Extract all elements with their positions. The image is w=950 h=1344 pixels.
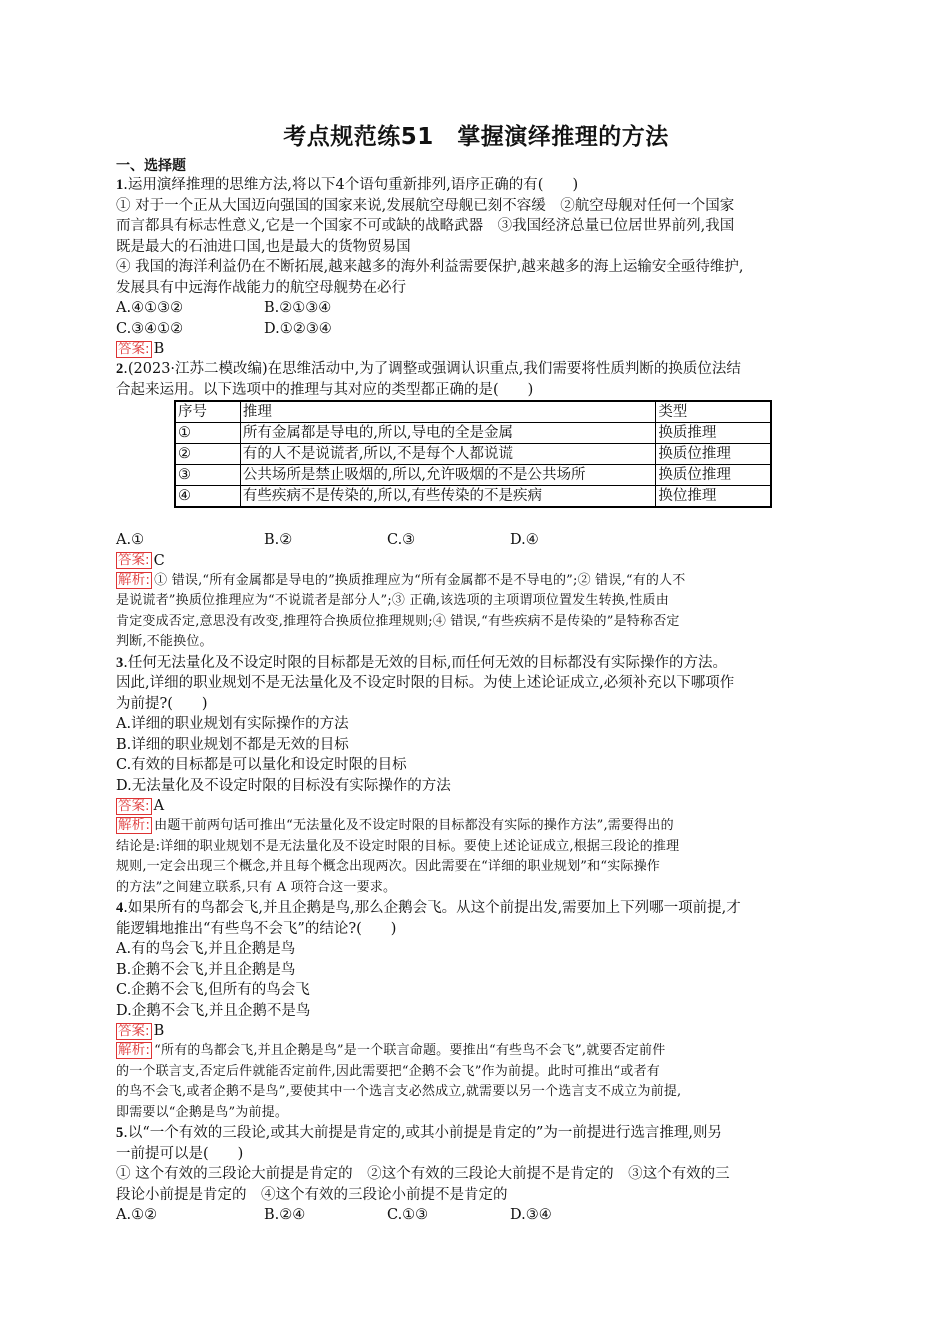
question-number: 2	[116, 361, 124, 377]
options-list	[116, 714, 836, 796]
table-header: 推理	[240, 401, 656, 423]
question-1: 1.运用演绎推理的思维方法,将以下4个语句重新排列,语序正确的有( ) ① 对于一个正从大国迈向强国的国家来说,发展航空母舰已刻不容缓 ②航空母舰对任何一个国家 而言都具有标志性意义,它是一个国家不可或缺的战略武器 ③我国经济总量已位居世界前列,我国 既是最大的石油进口国,也是最大的货物贸易国 ④ 我国的海洋利益仍在不断拓展,越来越多的海外利益需要保护,越来越多的海上运输安全亟待维护, 发展具有中远海作战能力的航空母舰势在必行 A.④①③② B.②①③④ C.③④①② D.①②③④ 答案: B	[116, 175, 836, 359]
option: C.企鹅不会飞,但所有的鸟会飞	[116, 982, 310, 998]
options-row	[116, 1205, 836, 1226]
table-row: ③ 公共场所是禁止吸烟的,所以,允许吸烟的不是公共场所 换质位推理	[175, 465, 771, 486]
explanation: 解析: ① 错误,“所有金属都是导电的”换质推理应为“所有金属都不是不导电的”;② 错误,“有的人不	[118, 571, 686, 588]
table-header: 类型	[656, 401, 771, 423]
options-list	[116, 939, 836, 1021]
answer-line	[116, 551, 836, 571]
option: C.③④①②	[116, 320, 184, 337]
question-5: 5.以“一个有效的三段论,或其大前提是肯定的,或其小前提是肯定的”为一前提进行选言推理,则另 一前提可以是( ) ① 这个有效的三段论大前提是肯定的 ②这个有效的三段论大前提不是肯定的 ③这个有效的三 段论小前提是肯定的 ④这个有效的三段论小前提不是肯定的 A.①② B.②④ C.①③ D.③④	[116, 1123, 836, 1226]
option: D.③④	[510, 1207, 552, 1223]
answer-line	[116, 796, 836, 816]
option: D.企鹅不会飞,并且企鹅不是鸟	[116, 1002, 311, 1019]
explanation: 解析: “所有的鸟都会飞,并且企鹅是鸟”是一个联言命题。要推出“有些鸟不会飞”,就要否定前件	[118, 1042, 666, 1058]
page-title: 考点规范练51 掌握演绎推理的方法	[283, 124, 669, 150]
option: C.有效的目标都是可以量化和设定时限的目标	[116, 757, 407, 773]
option: B.企鹅不会飞,并且企鹅是鸟	[116, 961, 296, 978]
option: A.有的鸟会飞,并且企鹅是鸟	[116, 941, 296, 957]
question-number: 5	[116, 1125, 124, 1141]
question-2: 2.(2023·江苏二模改编)在思维活动中,为了调整或强调认识重点,我们需要将性质判断的换质位法结 合起来运用。以下选项中的推理与其对应的类型都正确的是( ) 序号 推理 类型 ① 所有金属都是导电的,所以,导电的全是金属 换质推理 ② 有的人不是说谎者,所以,不是每个人都说谎 换质位推理 ③ 公共场所是禁止吸烟的,所以,允许吸烟的不是公共场所 换质位推理 ④ 有些疾病不是传染的,所以,有些传染的不是疾病 换位推理 A.① B.② C.③ D.④ 答案: C 解析: ① 错误,“所有金属都是导电的”换质推理应为“所有金属都不是不导电的”;② 错误,“有的人不 是说谎者”换质位推理应为“不说谎者是部分人”;③ 正确,该选项的主项谓项位置发生转换,性质由 肯定变成否定,意思没有改变,推理符合换质位推理规则;④ 错误,“有些疾病不是传染的”是特称否定 判断,不能换位。	[116, 359, 836, 653]
document-page	[116, 118, 836, 1226]
question-number: 3	[116, 654, 124, 671]
question-3: 3.任何无法量化及不设定时限的目标都是无效的目标,而任何无效的目标都没有实际操作的方法。 因此,详细的职业规划不是无法量化及不设定时限的目标。为使上述论证成立,必须补充以下哪项作 为前提?( ) A.详细的职业规划有实际操作的方法 B.详细的职业规划不都是无效的目标 C.有效的目标都是可以量化和设定时限的目标 D.无法量化及不设定时限的目标没有实际操作的方法 答案: A 解析: 由题干前两句话可推出“无法量化及不设定时限的目标都没有实际的操作方法”,需要得出的 结论是:详细的职业规划不是无法量化及不设定时限的目标。要使上述论证成立,根据三段论的推理 规则,一定会出现三个概念,并且每个概念出现两次。因此需要在“详细的职业规划”和“实际操作 的方法”之间建立联系,只有 A 项符合这一要求。	[116, 653, 836, 899]
option: B.②①③④	[264, 300, 332, 316]
options-row	[116, 530, 836, 551]
question-number: 1	[116, 177, 124, 193]
answer-value: A	[153, 798, 165, 814]
table-row: ① 所有金属都是导电的,所以,导电的全是金属 换质推理	[175, 423, 771, 444]
option: B.②④	[264, 1207, 306, 1223]
table-header: 序号	[175, 401, 240, 423]
option: A.①②	[116, 1207, 158, 1223]
answer-value: B	[153, 341, 165, 357]
answer-line	[116, 339, 836, 359]
options-row	[116, 319, 836, 340]
table-header-row	[175, 401, 771, 423]
answer-line	[116, 1021, 836, 1041]
answer-tag: 答案:	[118, 1022, 150, 1039]
option: D.④	[510, 532, 539, 548]
options-row	[116, 298, 836, 319]
explain-tag: 解析:	[118, 571, 151, 588]
option: D.①②③④	[264, 320, 332, 337]
reasoning-table	[174, 400, 772, 508]
answer-value: C	[153, 552, 165, 569]
option: A.详细的职业规划有实际操作的方法	[116, 716, 349, 732]
option: A.①	[116, 532, 145, 548]
answer-tag: 答案:	[118, 797, 150, 814]
table-row: ② 有的人不是说谎者,所以,不是每个人都说谎 换质位推理	[175, 444, 771, 465]
option: B.详细的职业规划不都是无效的目标	[116, 736, 349, 753]
table-row: ④ 有些疾病不是传染的,所以,有些传染的不是疾病 换位推理	[175, 486, 771, 508]
answer-tag: 答案:	[118, 340, 150, 357]
explain-tag: 解析:	[118, 817, 151, 833]
option: A.④①③②	[116, 300, 184, 316]
section-heading: 一、选择题	[116, 158, 186, 174]
question-number: 4	[116, 900, 124, 916]
option: B.②	[264, 532, 293, 548]
explanation: 解析: 由题干前两句话可推出“无法量化及不设定时限的目标都没有实际的操作方法”,需要得出的	[118, 817, 674, 833]
question-4: 4.如果所有的鸟都会飞,并且企鹅是鸟,那么企鹅会飞。从这个前提出发,需要加上下列哪一项前提,才 能逻辑地推出“有些鸟不会飞”的结论?( ) A.有的鸟会飞,并且企鹅是鸟 B.企鹅不会飞,并且企鹅是鸟 C.企鹅不会飞,但所有的鸟会飞 D.企鹅不会飞,并且企鹅不是鸟 答案: B 解析: “所有的鸟都会飞,并且企鹅是鸟”是一个联言命题。要推出“有些鸟不会飞”,就要否定前件 的一个联言支,否定后件就能否定前件,因此需要把“企鹅不会飞”作为前提。此时可推出“或者有 的鸟不会飞,或者企鹅不是鸟”,要使其中一个选言支必然成立,就需要以另一个选言支不成立为前提, 即需要以“企鹅是鸟”为前提。	[116, 898, 836, 1123]
option: D.无法量化及不设定时限的目标没有实际操作的方法	[116, 777, 451, 794]
answer-tag: 答案:	[118, 552, 150, 568]
answer-value: B	[153, 1023, 165, 1039]
explain-tag: 解析:	[118, 1042, 151, 1058]
option: C.③	[387, 532, 416, 548]
option: C.①③	[387, 1207, 429, 1223]
